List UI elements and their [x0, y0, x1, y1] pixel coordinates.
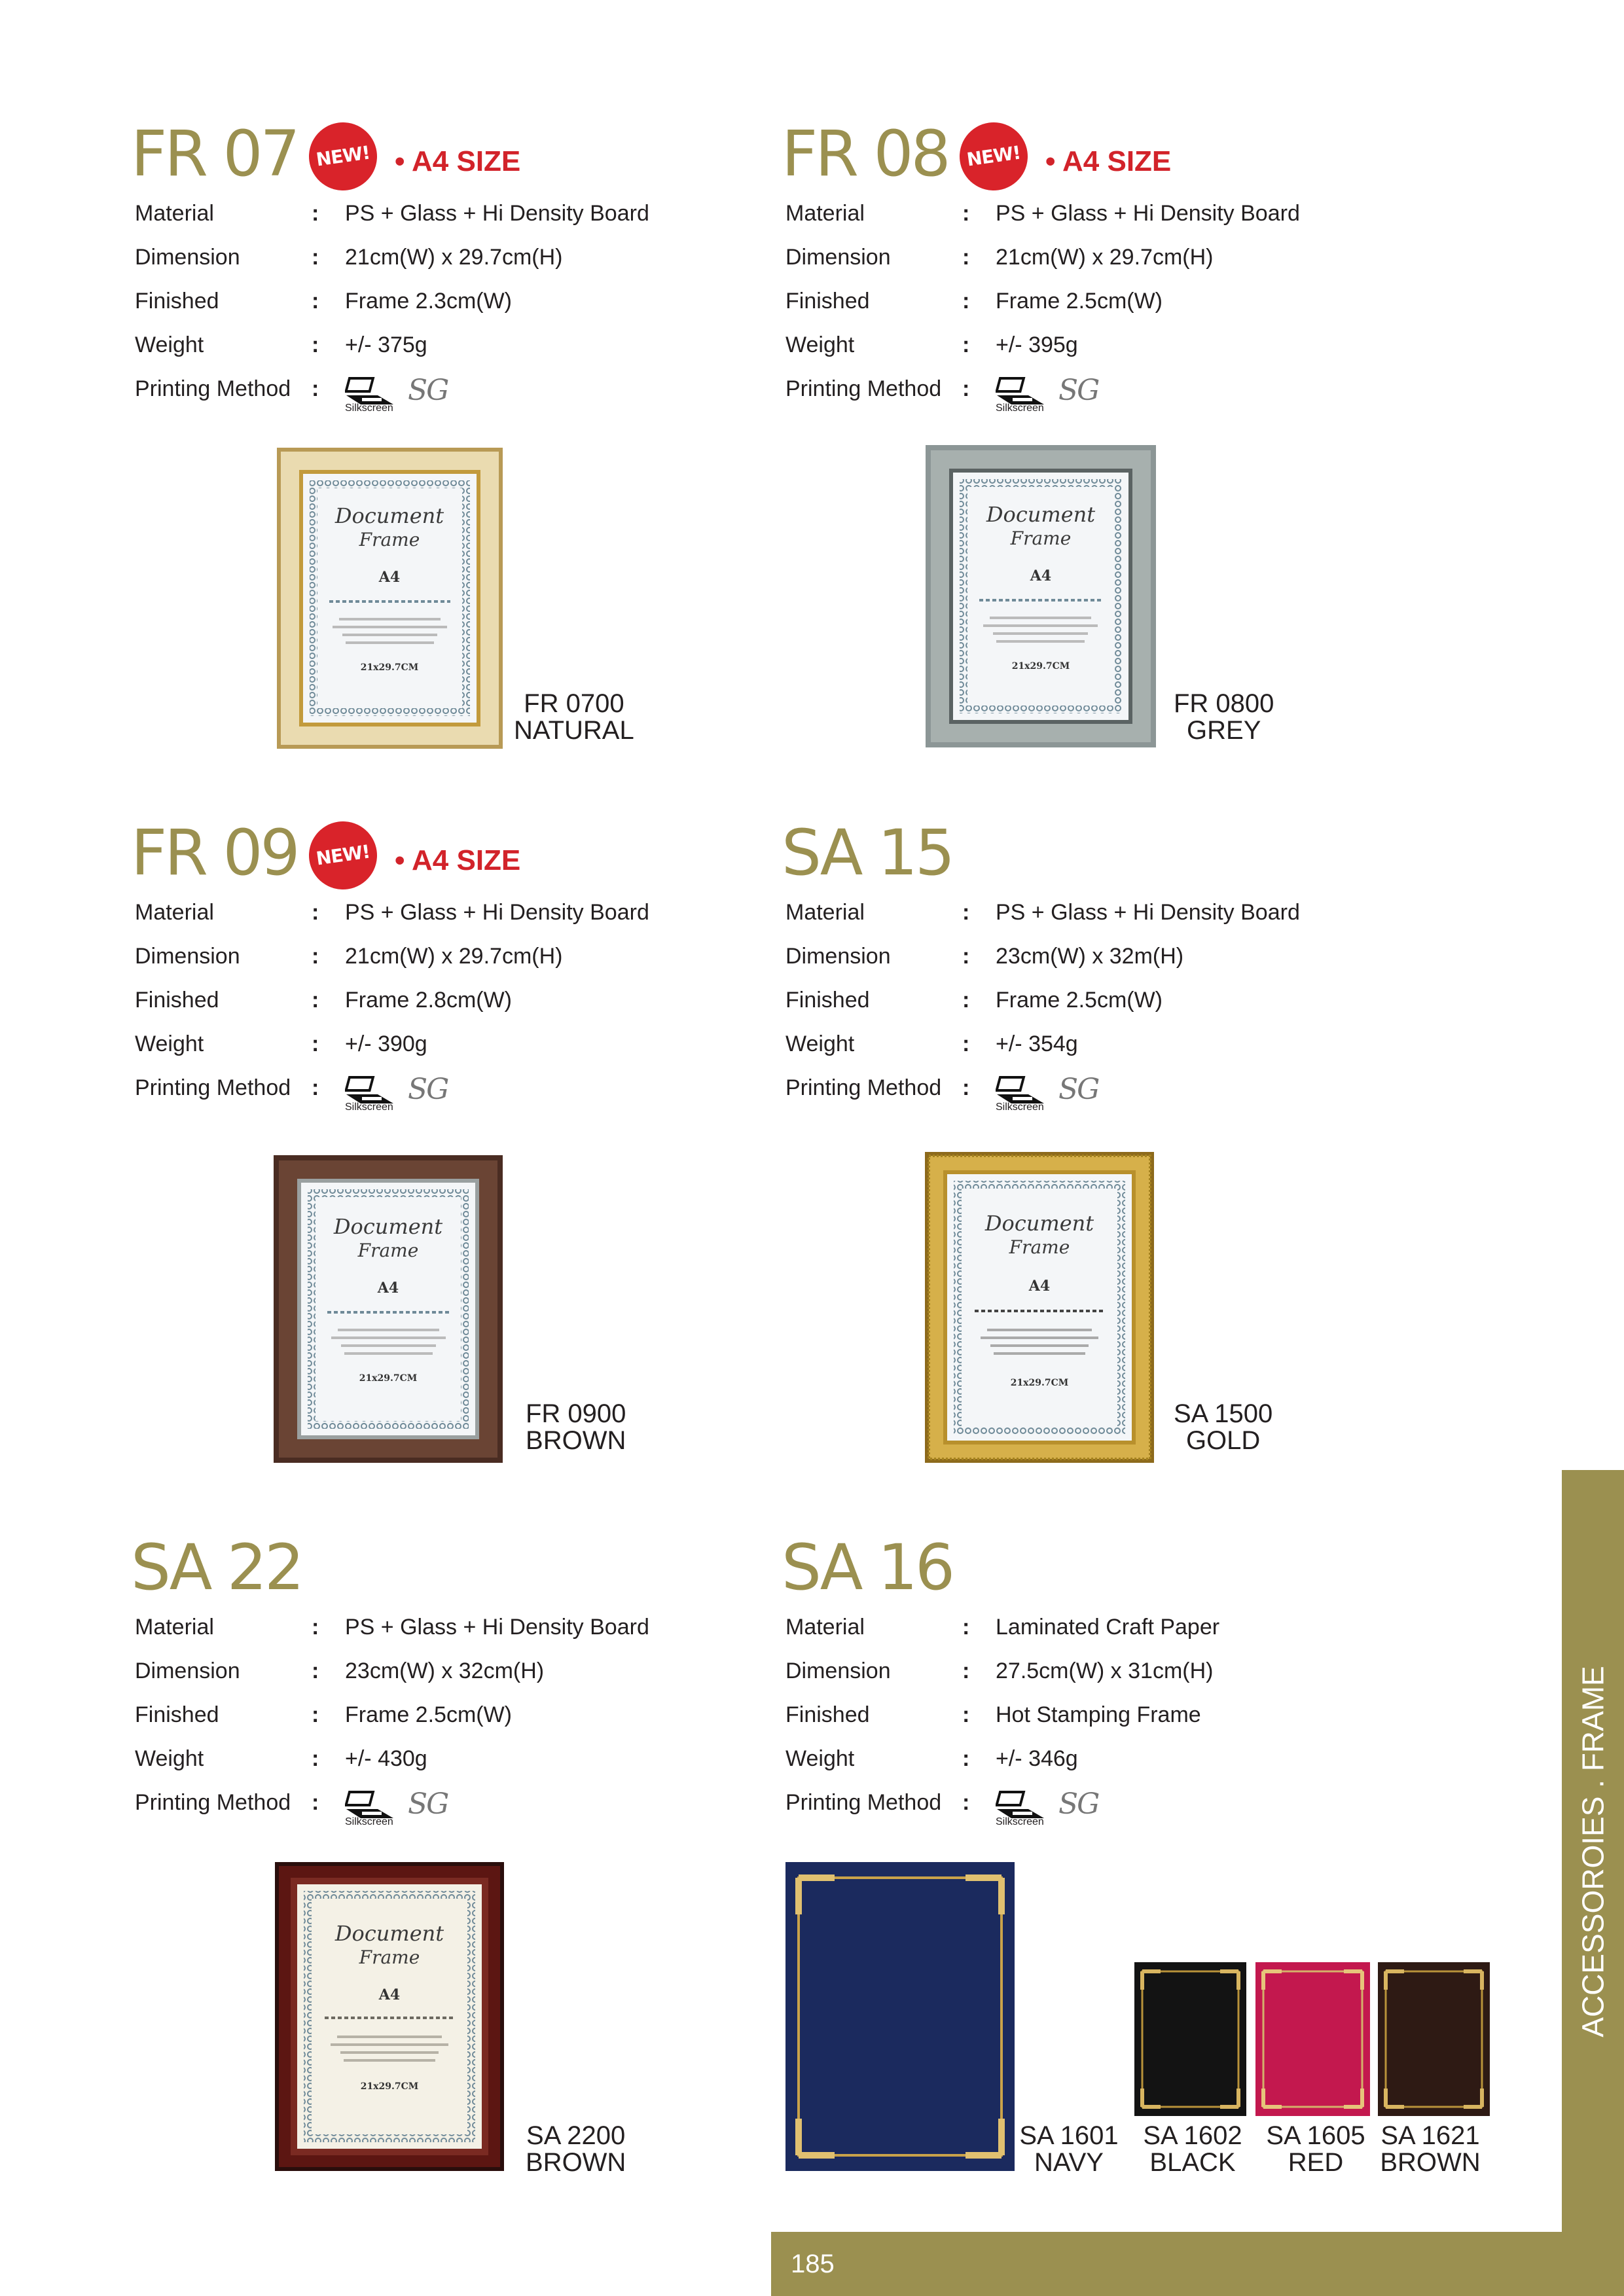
- spec-row-printing: [785, 367, 1427, 414]
- variant-code: SA 1621: [1380, 2121, 1480, 2150]
- spec-colon: :: [312, 201, 319, 226]
- variant-code: FR 0800: [1174, 689, 1274, 718]
- variant-code: FR 0900: [526, 1399, 626, 1428]
- spec-row-printing: [135, 1781, 776, 1825]
- spec-value-finished: Frame 2.5cm(W): [996, 289, 1163, 314]
- spec-row-finished: [785, 279, 1427, 323]
- spec-colon: :: [312, 332, 319, 357]
- spec-table: [785, 192, 1427, 414]
- spec-row-finished: [135, 1693, 776, 1737]
- spec-row-dimension: [785, 236, 1427, 279]
- variant-caption-sa1605: [1263, 2123, 1368, 2176]
- frame-print-title: Document: [333, 1214, 443, 1239]
- sg-icon: SG: [1058, 1073, 1099, 1106]
- spec-label: Dimension: [785, 944, 891, 969]
- silkscreen-label: Silkscreen: [345, 403, 393, 414]
- size-label: • A4 SIZE: [1045, 145, 1172, 177]
- frame-print-size: A4: [378, 569, 401, 586]
- section-label: ACCESSOROIES . FRAME: [1576, 1666, 1610, 2037]
- frame-print-subtitle: Frame: [359, 529, 420, 550]
- spec-colon: :: [312, 1702, 319, 1727]
- spec-label: Finished: [135, 988, 219, 1013]
- new-badge: NEW!: [304, 817, 381, 893]
- spec-row-weight: [135, 323, 776, 367]
- spec-row-dimension: [135, 935, 776, 978]
- spec-label: Dimension: [785, 245, 891, 270]
- frame-print-dims: 21x29.7CM: [359, 1373, 418, 1384]
- variant-caption-sa1500: [1174, 1401, 1272, 1454]
- spec-colon: :: [962, 1746, 970, 1771]
- product-header: [131, 108, 779, 200]
- printing-method-icons: [996, 367, 1127, 414]
- spec-value-finished: Frame 2.5cm(W): [996, 988, 1163, 1013]
- spec-label: Material: [785, 1615, 865, 1640]
- spec-label: Printing Method: [785, 376, 942, 401]
- spec-label: Printing Method: [135, 376, 291, 401]
- spec-label: Weight: [785, 1031, 855, 1056]
- spec-value-dimension: 21cm(W) x 29.7cm(H): [345, 944, 563, 969]
- spec-colon: :: [962, 201, 970, 226]
- silkscreen-label: Silkscreen: [345, 1102, 393, 1113]
- spec-label: Finished: [135, 1702, 219, 1727]
- product-header: [782, 108, 1430, 200]
- frame-print-size: A4: [377, 1280, 399, 1297]
- frame-photo-fr0700: [277, 448, 503, 749]
- spec-colon: :: [312, 1790, 319, 1815]
- size-label: • A4 SIZE: [395, 844, 521, 876]
- variant-code: SA 1601: [1019, 2121, 1119, 2150]
- printing-method-icons: [996, 1066, 1127, 1113]
- cover-photo-sa1621: [1378, 1962, 1490, 2116]
- spec-row-weight: [135, 1022, 776, 1066]
- sg-icon: SG: [1058, 374, 1099, 407]
- product-code: SA 16: [782, 1531, 953, 1604]
- spec-value-material: PS + Glass + Hi Density Board: [345, 201, 649, 226]
- spec-table: [135, 891, 776, 1113]
- spec-row-weight: [785, 323, 1427, 367]
- frame-print-title: Document: [334, 503, 444, 528]
- variant-color: BLACK: [1149, 2148, 1236, 2177]
- spec-colon: :: [962, 289, 970, 314]
- spec-row-material: [785, 1605, 1427, 1649]
- spec-colon: :: [312, 289, 319, 314]
- cover-photo-sa1605: [1255, 1962, 1370, 2116]
- frame-print-subtitle: Frame: [1009, 1236, 1070, 1258]
- sg-icon: SG: [1058, 1787, 1099, 1821]
- spec-label: Weight: [785, 332, 855, 357]
- spec-label: Printing Method: [785, 1075, 942, 1100]
- spec-row-material: [135, 1605, 776, 1649]
- spec-label: Material: [135, 900, 214, 925]
- printing-method-icons: [345, 1781, 476, 1825]
- spec-colon: :: [312, 988, 319, 1013]
- spec-value-finished: Frame 2.8cm(W): [345, 988, 512, 1013]
- spec-colon: :: [962, 988, 970, 1013]
- product-code: FR 07: [131, 117, 298, 190]
- page-number: 185: [791, 2250, 835, 2278]
- variant-color: GOLD: [1185, 1426, 1261, 1455]
- spec-colon: :: [962, 944, 970, 969]
- variant-caption-fr0900: [526, 1401, 626, 1454]
- variant-color: BROWN: [526, 1426, 626, 1455]
- sg-icon: SG: [408, 374, 448, 407]
- silkscreen-label: Silkscreen: [996, 1816, 1044, 1827]
- spec-label: Weight: [785, 1746, 855, 1771]
- spec-row-finished: [135, 978, 776, 1022]
- spec-value-weight: +/- 346g: [996, 1746, 1078, 1771]
- printing-method-icons: [996, 1781, 1127, 1825]
- sg-icon: SG: [408, 1787, 448, 1821]
- spec-row-dimension: [785, 935, 1427, 978]
- spec-row-weight: [135, 1737, 776, 1781]
- spec-value-material: PS + Glass + Hi Density Board: [345, 900, 649, 925]
- frame-print-size: A4: [1030, 567, 1052, 584]
- size-label: • A4 SIZE: [395, 145, 521, 177]
- variant-code: SA 1605: [1266, 2121, 1365, 2150]
- spec-table: [135, 192, 776, 414]
- spec-colon: :: [962, 332, 970, 357]
- product-header: [131, 1522, 779, 1613]
- spec-label: Weight: [135, 1031, 204, 1056]
- frame-print-dims: 21x29.7CM: [360, 2081, 419, 2092]
- spec-label: Dimension: [135, 944, 240, 969]
- frame-photo-sa2200: [275, 1862, 504, 2171]
- frame-photo-fr0800: [926, 445, 1156, 747]
- spec-colon: :: [312, 1031, 319, 1056]
- silkscreen-label: Silkscreen: [996, 1102, 1044, 1113]
- spec-label: Dimension: [135, 245, 240, 270]
- variant-color: RED: [1288, 2148, 1344, 2177]
- variant-code: SA 1602: [1143, 2121, 1242, 2150]
- spec-colon: :: [962, 1659, 970, 1683]
- spec-value-material: PS + Glass + Hi Density Board: [345, 1615, 649, 1640]
- spec-colon: :: [312, 944, 319, 969]
- spec-label: Finished: [785, 1702, 870, 1727]
- silkscreen-label: Silkscreen: [345, 1816, 393, 1827]
- frame-print-title: Document: [984, 1211, 1094, 1236]
- spec-value-material: PS + Glass + Hi Density Board: [996, 900, 1300, 925]
- product-header: [131, 807, 779, 899]
- spec-label: Weight: [135, 1746, 204, 1771]
- section-sidebar: [1562, 1470, 1624, 2232]
- frame-photo-fr0900: [274, 1155, 503, 1463]
- spec-label: Finished: [785, 988, 870, 1013]
- spec-value-finished: Frame 2.3cm(W): [345, 289, 512, 314]
- spec-value-dimension: 23cm(W) x 32m(H): [996, 944, 1184, 969]
- cover-photo-sa1602: [1134, 1962, 1246, 2116]
- spec-table: [785, 891, 1427, 1113]
- variant-caption-sa1602: [1140, 2123, 1245, 2176]
- spec-colon: :: [962, 245, 970, 270]
- spec-row-finished: [785, 1693, 1427, 1737]
- variant-color: BROWN: [526, 2148, 626, 2177]
- printing-method-icons: [345, 1066, 476, 1113]
- variant-color: NATURAL: [514, 716, 634, 745]
- footer-bar: [771, 2232, 1624, 2296]
- spec-row-dimension: [135, 236, 776, 279]
- variant-caption-sa2200: [526, 2123, 626, 2176]
- spec-row-weight: [785, 1022, 1427, 1066]
- frame-print-subtitle: Frame: [1010, 528, 1072, 549]
- variant-color: GREY: [1187, 716, 1261, 745]
- spec-label: Material: [135, 1615, 214, 1640]
- spec-row-material: [135, 192, 776, 236]
- variant-code: FR 0700: [524, 689, 624, 718]
- frame-photo-sa1500: [925, 1152, 1154, 1463]
- spec-value-finished: Frame 2.5cm(W): [345, 1702, 512, 1727]
- spec-value-weight: +/- 375g: [345, 332, 427, 357]
- spec-row-printing: [785, 1066, 1427, 1113]
- sg-icon: SG: [408, 1073, 448, 1106]
- spec-label: Finished: [135, 289, 219, 314]
- spec-value-weight: +/- 354g: [996, 1031, 1078, 1056]
- product-header: [782, 1522, 1430, 1613]
- spec-colon: :: [962, 1075, 970, 1100]
- variant-caption-sa1601: [1017, 2123, 1121, 2176]
- spec-colon: :: [312, 1746, 319, 1771]
- spec-colon: :: [312, 1075, 319, 1100]
- frame-print-dims: 21x29.7CM: [1010, 1378, 1069, 1388]
- spec-colon: :: [312, 1615, 319, 1640]
- spec-row-dimension: [135, 1649, 776, 1693]
- spec-row-material: [135, 891, 776, 935]
- spec-label: Material: [785, 201, 865, 226]
- new-badge: NEW!: [955, 118, 1032, 194]
- frame-print-title: Document: [334, 1921, 444, 1946]
- cover-photo-sa1601: [785, 1862, 1015, 2171]
- spec-label: Finished: [785, 289, 870, 314]
- variant-color: NAVY: [1034, 2148, 1104, 2177]
- spec-table: [785, 1605, 1427, 1825]
- spec-value-weight: +/- 395g: [996, 332, 1078, 357]
- spec-row-printing: [135, 367, 776, 414]
- spec-value-weight: +/- 430g: [345, 1746, 427, 1771]
- spec-value-material: Laminated Craft Paper: [996, 1615, 1220, 1640]
- spec-colon: :: [962, 1702, 970, 1727]
- new-badge: NEW!: [304, 118, 381, 194]
- product-code: SA 15: [782, 816, 953, 889]
- variant-caption-sa1621: [1378, 2123, 1483, 2176]
- spec-row-dimension: [785, 1649, 1427, 1693]
- frame-print-dims: 21x29.7CM: [1011, 661, 1070, 672]
- spec-value-dimension: 23cm(W) x 32cm(H): [345, 1659, 545, 1683]
- spec-value-finished: Hot Stamping Frame: [996, 1702, 1201, 1727]
- frame-print-subtitle: Frame: [357, 1240, 419, 1261]
- spec-row-finished: [785, 978, 1427, 1022]
- spec-value-dimension: 27.5cm(W) x 31cm(H): [996, 1659, 1214, 1683]
- variant-code: SA 2200: [526, 2121, 626, 2150]
- variant-caption-fr0800: [1174, 691, 1274, 744]
- spec-label: Weight: [135, 332, 204, 357]
- frame-print-subtitle: Frame: [359, 1946, 420, 1968]
- spec-value-weight: +/- 390g: [345, 1031, 427, 1056]
- spec-row-printing: [135, 1066, 776, 1113]
- spec-value-dimension: 21cm(W) x 29.7cm(H): [345, 245, 563, 270]
- silkscreen-label: Silkscreen: [996, 403, 1044, 414]
- spec-label: Printing Method: [785, 1790, 942, 1815]
- spec-colon: :: [962, 1615, 970, 1640]
- spec-colon: :: [312, 376, 319, 401]
- product-header: [782, 807, 1430, 899]
- spec-value-material: PS + Glass + Hi Density Board: [996, 201, 1300, 226]
- spec-value-dimension: 21cm(W) x 29.7cm(H): [996, 245, 1214, 270]
- product-code: SA 22: [131, 1531, 302, 1604]
- spec-label: Dimension: [785, 1659, 891, 1683]
- spec-table: [135, 1605, 776, 1825]
- spec-row-printing: [785, 1781, 1427, 1825]
- product-code: FR 08: [782, 117, 948, 190]
- spec-colon: :: [962, 376, 970, 401]
- spec-row-weight: [785, 1737, 1427, 1781]
- frame-print-size: A4: [1028, 1278, 1051, 1295]
- spec-colon: :: [962, 1031, 970, 1056]
- frame-print-title: Document: [986, 502, 1096, 527]
- frame-print-size: A4: [378, 1986, 401, 2003]
- spec-label: Material: [135, 201, 214, 226]
- spec-colon: :: [962, 1790, 970, 1815]
- spec-row-material: [785, 891, 1427, 935]
- frame-print-dims: 21x29.7CM: [360, 662, 419, 673]
- spec-row-material: [785, 192, 1427, 236]
- spec-colon: :: [312, 1659, 319, 1683]
- spec-label: Printing Method: [135, 1075, 291, 1100]
- variant-caption-fr0700: [514, 691, 634, 744]
- spec-colon: :: [312, 900, 319, 925]
- product-code: FR 09: [131, 816, 298, 889]
- spec-label: Dimension: [135, 1659, 240, 1683]
- spec-label: Material: [785, 900, 865, 925]
- variant-code: SA 1500: [1174, 1399, 1273, 1428]
- spec-colon: :: [962, 900, 970, 925]
- printing-method-icons: [345, 367, 476, 414]
- spec-label: Printing Method: [135, 1790, 291, 1815]
- spec-colon: :: [312, 245, 319, 270]
- spec-row-finished: [135, 279, 776, 323]
- variant-color: BROWN: [1380, 2148, 1481, 2177]
